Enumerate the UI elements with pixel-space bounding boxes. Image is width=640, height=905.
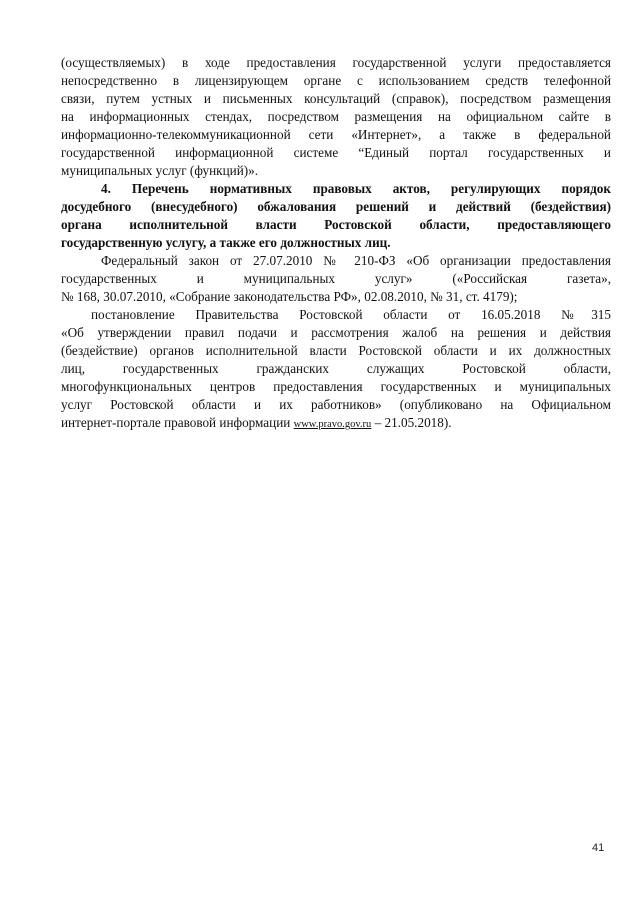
text-line: (бездействие) органов исполнительной власти Ростовской области и их должностных: [61, 343, 611, 358]
text-line: информационно-телекоммуникационной сети «Интернет», а также в федеральной: [61, 127, 611, 142]
text-line-with-link: [61, 414, 611, 432]
text-line: многофункциональных центров предоставления государственных и муниципальных: [61, 379, 611, 394]
text-line: Федеральный закон от 27.07.2010 № 210-ФЗ «Об организации предоставления: [101, 253, 611, 268]
section-heading: [61, 180, 611, 252]
text-line: связи, путем устных и письменных консультаций (справок), посредством размещения: [61, 91, 611, 106]
document-page: [61, 54, 611, 432]
text-line: лиц, государственных гражданских служащих Ростовской области,: [61, 361, 611, 376]
text-line: «Об утверждении правил подачи и рассмотрения жалоб на решения и действия: [61, 325, 611, 340]
heading-line: досудебного (внесудебного) обжалования решений и действий (бездействия): [61, 199, 611, 214]
text-line: услуг Ростовской области и их работников» (опубликовано на Официальном: [61, 397, 611, 412]
text-line: муниципальных услуг (функций)».: [61, 163, 259, 178]
text-line: постановление Правительства Ростовской области от 16.05.2018 №315: [91, 307, 611, 322]
text-line: государственной информационной системе “Единый портал государственных и: [61, 145, 611, 160]
heading-line: органа исполнительной власти Ростовской области, предоставляющего: [61, 217, 611, 232]
paragraph-service-info: [61, 54, 611, 180]
text-segment: интернет-портале правовой информации: [61, 415, 294, 430]
heading-line: 4. Перечень нормативных правовых актов, регулирующих порядок: [101, 181, 611, 196]
paragraph-regional-decree: [61, 306, 611, 432]
text-line: на информационных стендах, посредством размещения на официальном сайте в: [61, 109, 611, 124]
text-line: № 168, 30.07.2010, «Собрание законодательства РФ», 02.08.2010, № 31, ст. 4179);: [61, 289, 518, 304]
pravo-gov-link[interactable]: www.pravo.gov.ru: [293, 419, 372, 430]
text-line: (осуществляемых) в ходе предоставления государственной услуги предоставляется: [61, 55, 611, 70]
page-number: 41: [592, 842, 605, 854]
text-segment: – 21.05.2018).: [371, 415, 452, 430]
heading-line: государственную услугу, а также его должностных лиц.: [61, 235, 391, 250]
text-line: непосредственно в лицензирующем органе с использованием средств телефонной: [61, 73, 611, 88]
text-line: государственных и муниципальных услуг» («Российская газета»,: [61, 271, 611, 286]
paragraph-federal-law: [61, 252, 611, 306]
